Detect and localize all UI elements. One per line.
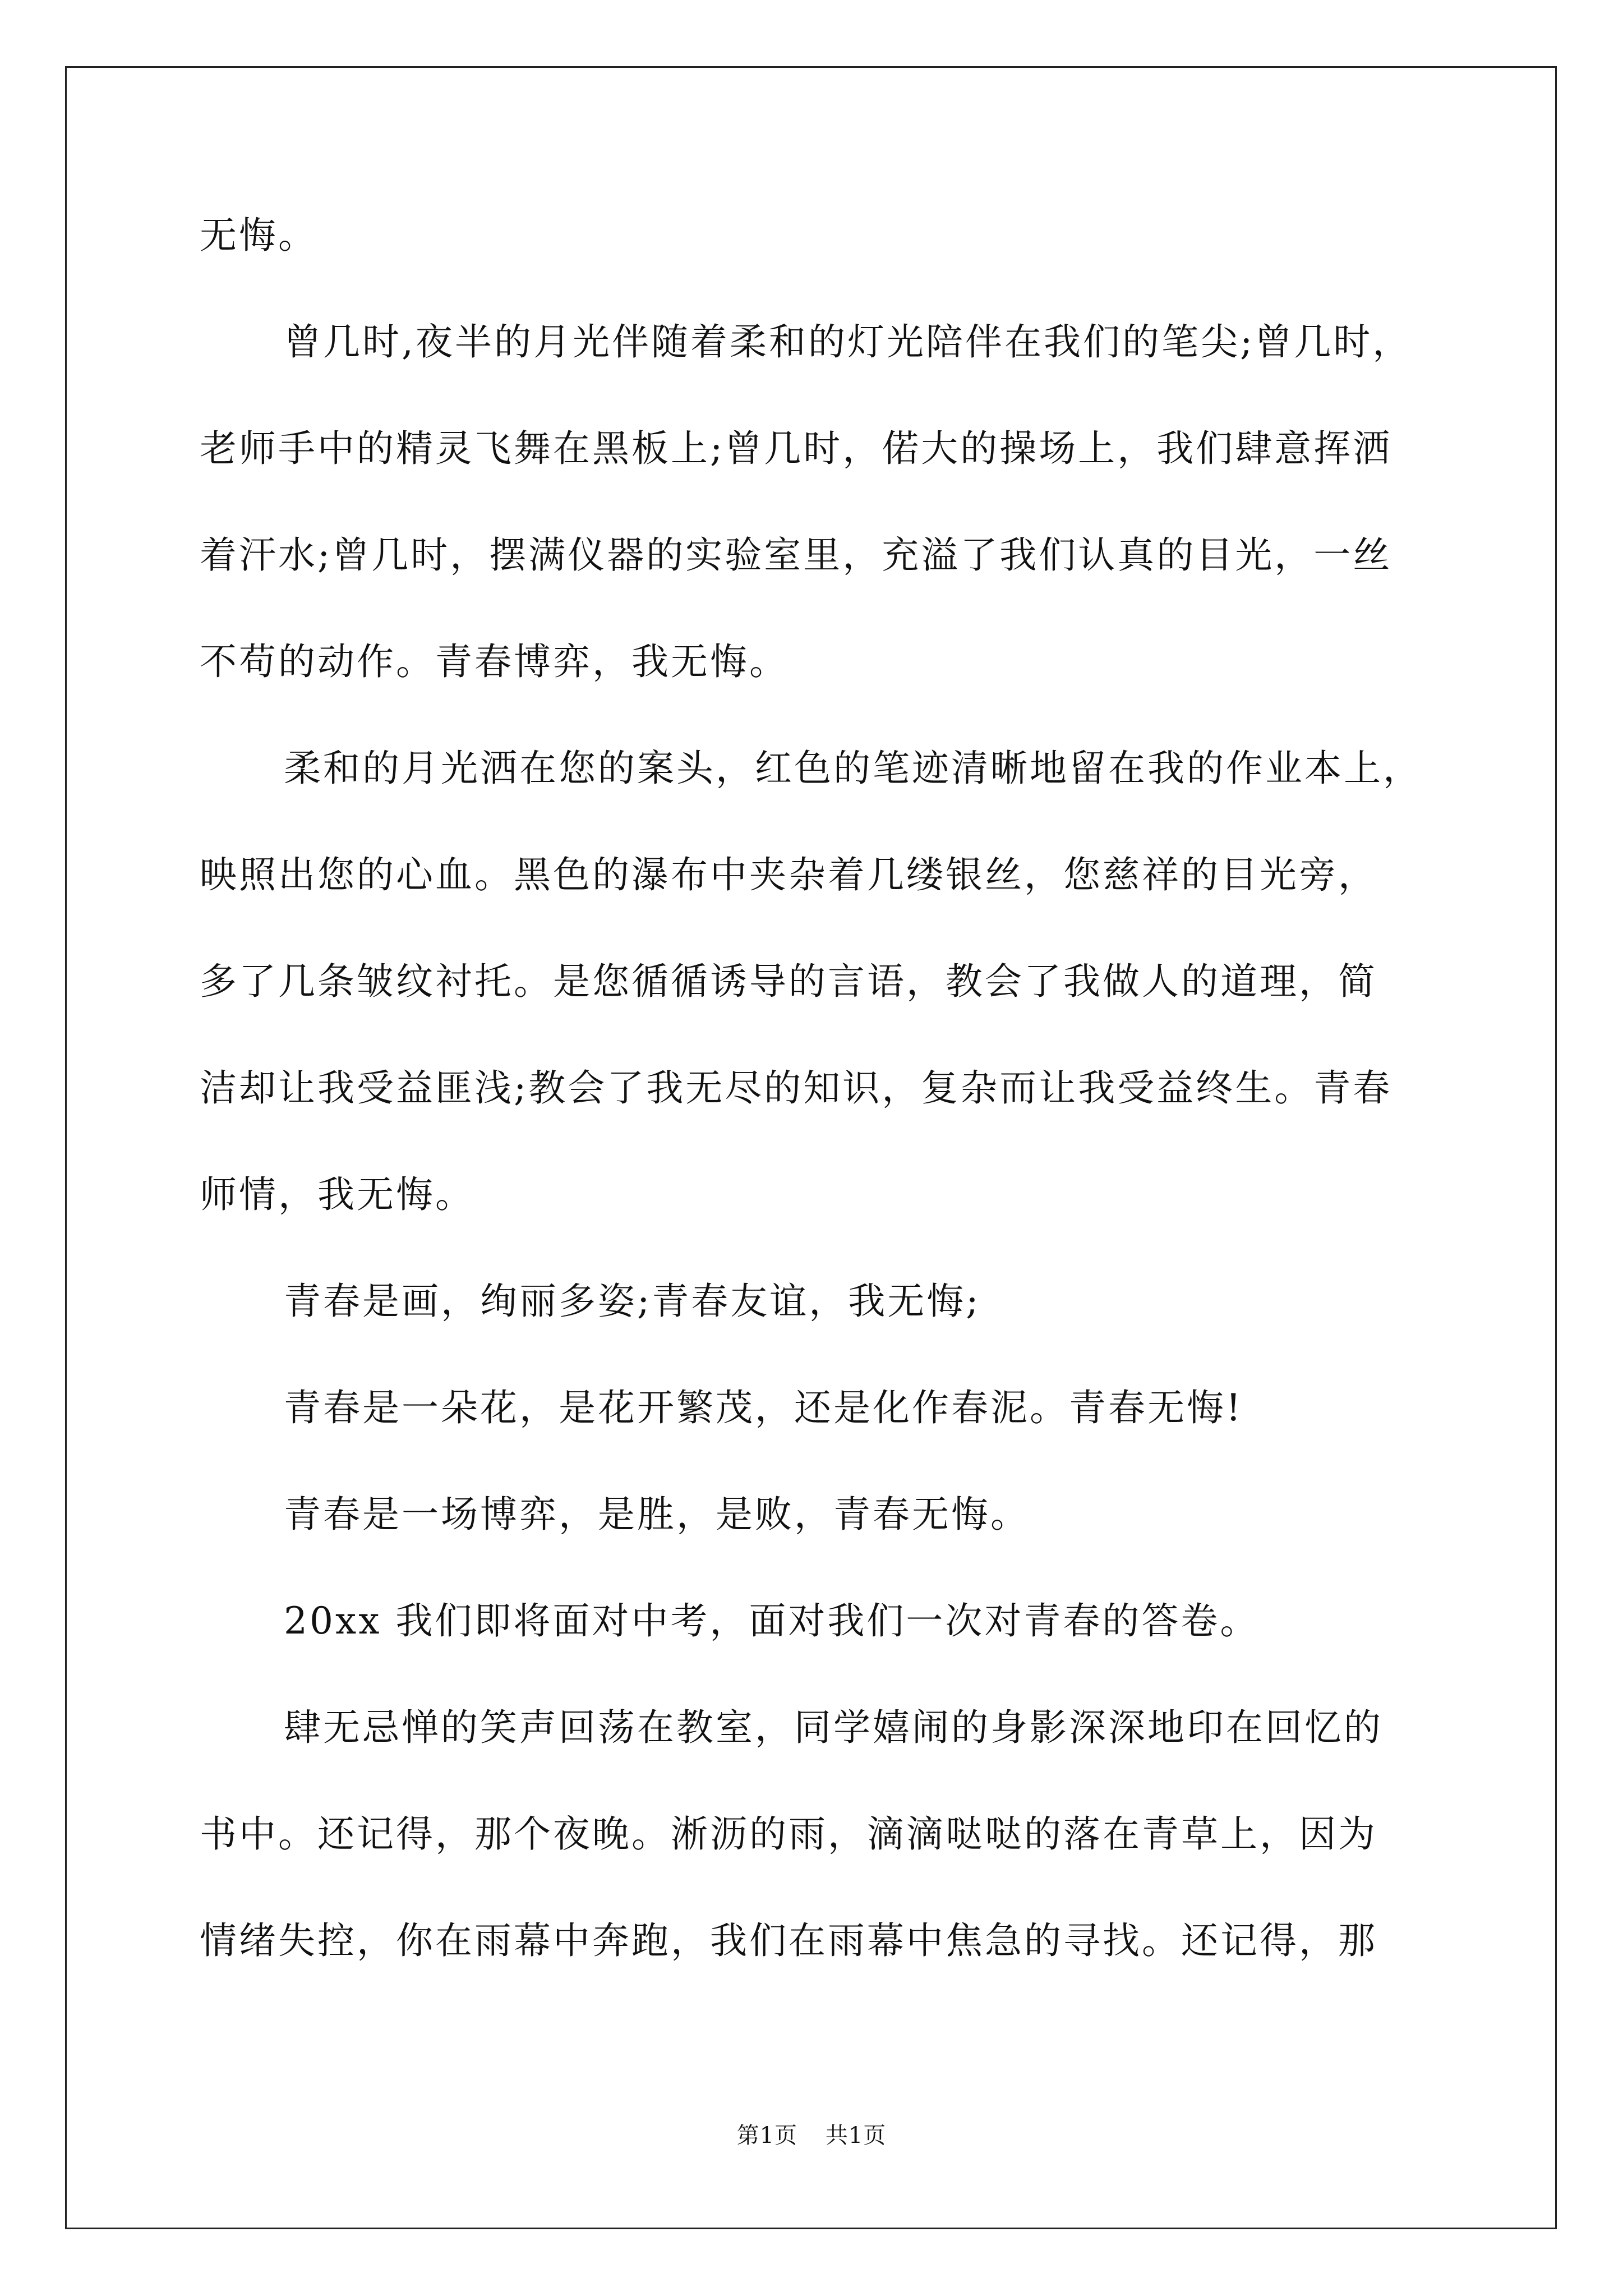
page-border	[65, 66, 1557, 2229]
text-line: 青春是一场博弈，是胜，是败，青春无悔。	[284, 1493, 1030, 1536]
text-line: 多了几条皱纹衬托。是您循循诱导的言语，教会了我做人的道理，简	[200, 960, 1377, 1003]
text-line: 青春是画，绚丽多姿;青春友谊，我无悔;	[284, 1280, 981, 1323]
text-line: 柔和的月光洒在您的案头，红色的笔迹清晰地留在我的作业本上，	[284, 747, 1422, 790]
page-number: 第1页	[736, 2123, 798, 2148]
page-total: 共1页	[825, 2123, 887, 2148]
text-line: 着汗水;曾几时，摆满仪器的实验室里，充溢了我们认真的目光，一丝	[200, 533, 1393, 577]
text-line: 不苟的动作。青春博弈，我无悔。	[200, 640, 789, 683]
text-line: 无悔。	[200, 214, 317, 257]
text-line: 师情，我无悔。	[200, 1173, 474, 1216]
text-line: 老师手中的精灵飞舞在黑板上;曾几时，偌大的操场上，我们肆意挥洒	[200, 427, 1393, 470]
text-line: 映照出您的心血。黑色的瀑布中夹杂着几缕银丝，您慈祥的目光旁，	[200, 853, 1377, 896]
page-footer	[0, 2122, 1623, 2150]
text-line: 书中。还记得，那个夜晚。淅沥的雨，滴滴哒哒的落在青草上，因为	[200, 1812, 1377, 1856]
text-line: 肆无忌惮的笑声回荡在教室，同学嬉闹的身影深深地印在回忆的	[284, 1706, 1383, 1749]
text-line: 曾几时,夜半的月光伴随着柔和的灯光陪伴在我们的笔尖;曾几时，	[284, 320, 1412, 364]
text-line: 情绪失控，你在雨幕中奔跑，我们在雨幕中焦急的寻找。还记得，那	[200, 1919, 1377, 1962]
text-line: 洁却让我受益匪浅;教会了我无尽的知识，复杂而让我受益终生。青春	[200, 1066, 1393, 1110]
text-line: 青春是一朵花，是花开繁茂，还是化作春泥。青春无悔!	[284, 1386, 1243, 1429]
text-line: 20xx 我们即将面对中考，面对我们一次对青春的答卷。	[284, 1599, 1260, 1642]
